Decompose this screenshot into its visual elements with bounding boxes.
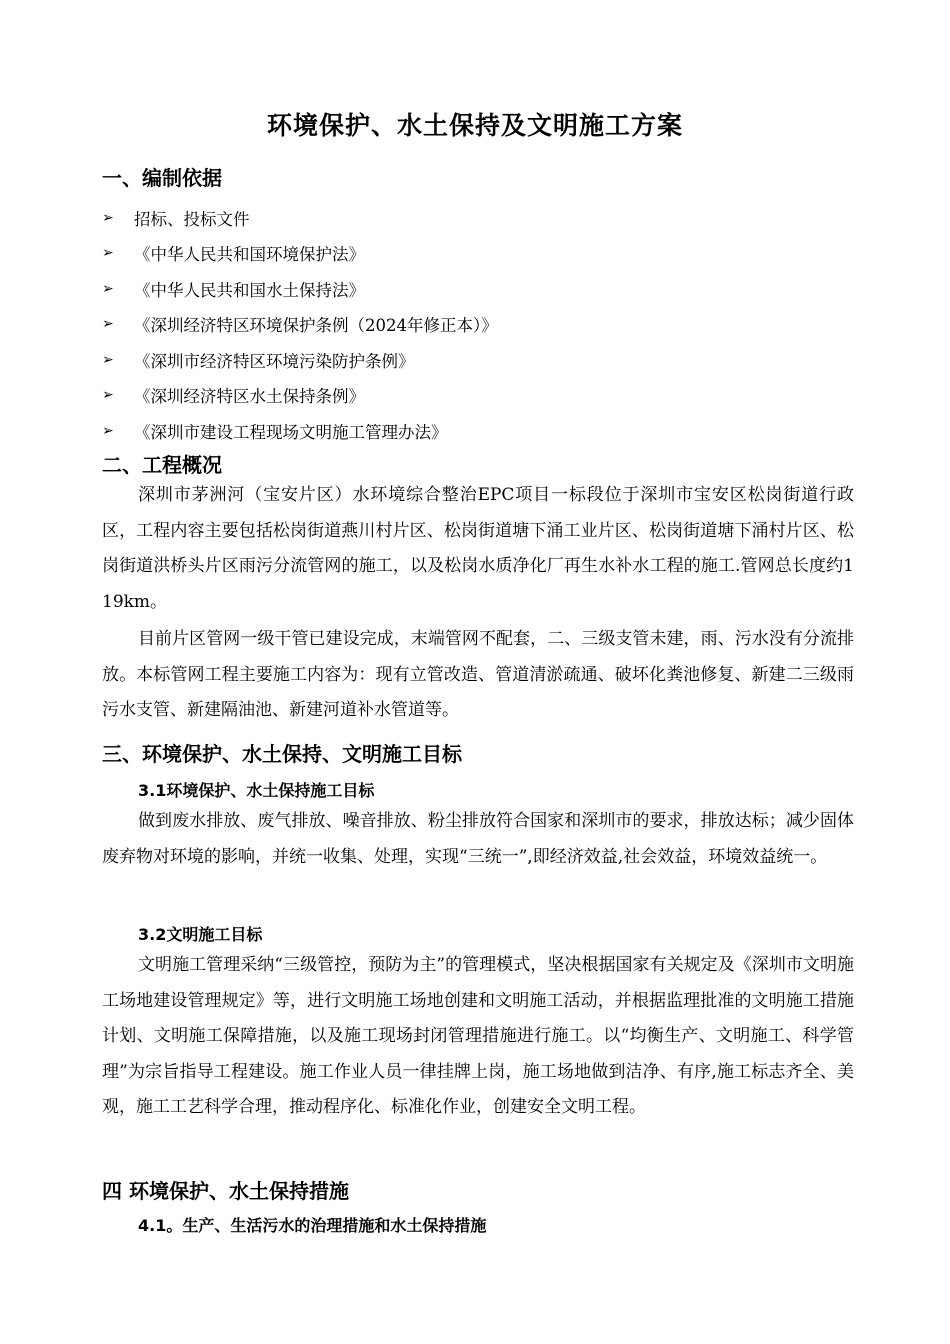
goal-paragraph-2: 文明施工管理采纳“三级管控，预防为主”的管理模式，坚决根据国家有关规定及《深圳市文明施工场地建设管理规定》等，进行文明施工场地创建和文明施工活动，并根据监理批准的文明施工措施计划、文明施工保障措施，以及施工现场封闭管理措施进行施工。以“均衡生产、文明施工、科学管理”为宗旨指导工程建设。施工作业人员一律挂牌上岗，施工场地做到洁净、有序,施工标志齐全、美观，施工工艺科学合理，推动程序化、标准化作业，创建安全文明工程。 [102,955,854,1117]
arrow-bullet-icon: ➢ [102,316,114,333]
section2-heading: 二、工程概况 [102,453,222,477]
arrow-bullet-icon: ➢ [102,209,114,226]
list-item: ➢ 《深圳经济特区环境保护条例（2024年修正本）》 [102,316,498,336]
section3-1-heading: 3.1环境保护、水土保持施工目标 [138,781,375,800]
section3-2-heading: 3.2文明施工目标 [138,925,263,944]
section4-1-heading: 4.1。生产、生活污水的治理措施和水土保持措施 [138,1216,487,1235]
list-item: ➢ 招标、投标文件 [102,209,250,229]
arrow-bullet-icon: ➢ [102,422,114,439]
section4-heading: 四 环境保护、水土保持措施 [102,1179,349,1203]
section1-heading: 一、编制依据 [102,166,222,190]
arrow-bullet-icon: ➢ [102,280,114,297]
list-item: ➢ 《深圳市经济特区环境污染防护条例》 [102,351,415,371]
list-item: ➢ 《中华人民共和国水土保持法》 [102,280,365,300]
arrow-bullet-icon: ➢ [102,351,114,368]
goal-paragraph-1: 做到废水排放、废气排放、噪音排放、粉尘排放符合国家和深圳市的要求，排放达标；减少固体废弃物对环境的影响，并统一收集、处理，实现“三统一”,即经济效益,社会效益，环境效益统一。 [102,811,854,867]
overview-paragraph-1: 深圳市茅洲河（宝安片区）水环境综合整治EPC项目一标段位于深圳市宝安区松岗街道行政区，工程内容主要包括松岗街道燕川村片区、松岗街道塘下涌工业片区、松岗街道塘下涌村片区、松岗街道洪桥头片区雨污分流管网的施工，以及松岗水质净化厂再生水补水工程的施工.管网总长度约119km。 [102,485,854,612]
list-item: ➢ 《深圳市建设工程现场文明施工管理办法》 [102,422,448,442]
section3-heading: 三、环境保护、水土保持、文明施工目标 [102,742,462,766]
arrow-bullet-icon: ➢ [102,245,114,262]
reference-list [102,200,862,449]
overview-paragraph-2: 目前片区管网一级干管已建设完成，末端管网不配套，二、三级支管未建，雨、污水没有分流排放。本标管网工程主要施工内容为：现有立管改造、管道清淤疏通、破坏化粪池修复、新建二三级雨污水支管、新建隔油池、新建河道补水管道等。 [102,629,854,720]
document-title: 环境保护、水土保持及文明施工方案 [266,111,683,140]
arrow-bullet-icon: ➢ [102,387,114,404]
list-item: ➢ 《中华人民共和国环境保护法》 [102,245,365,265]
list-item: ➢ 《深圳经济特区水土保持条例》 [102,387,365,407]
